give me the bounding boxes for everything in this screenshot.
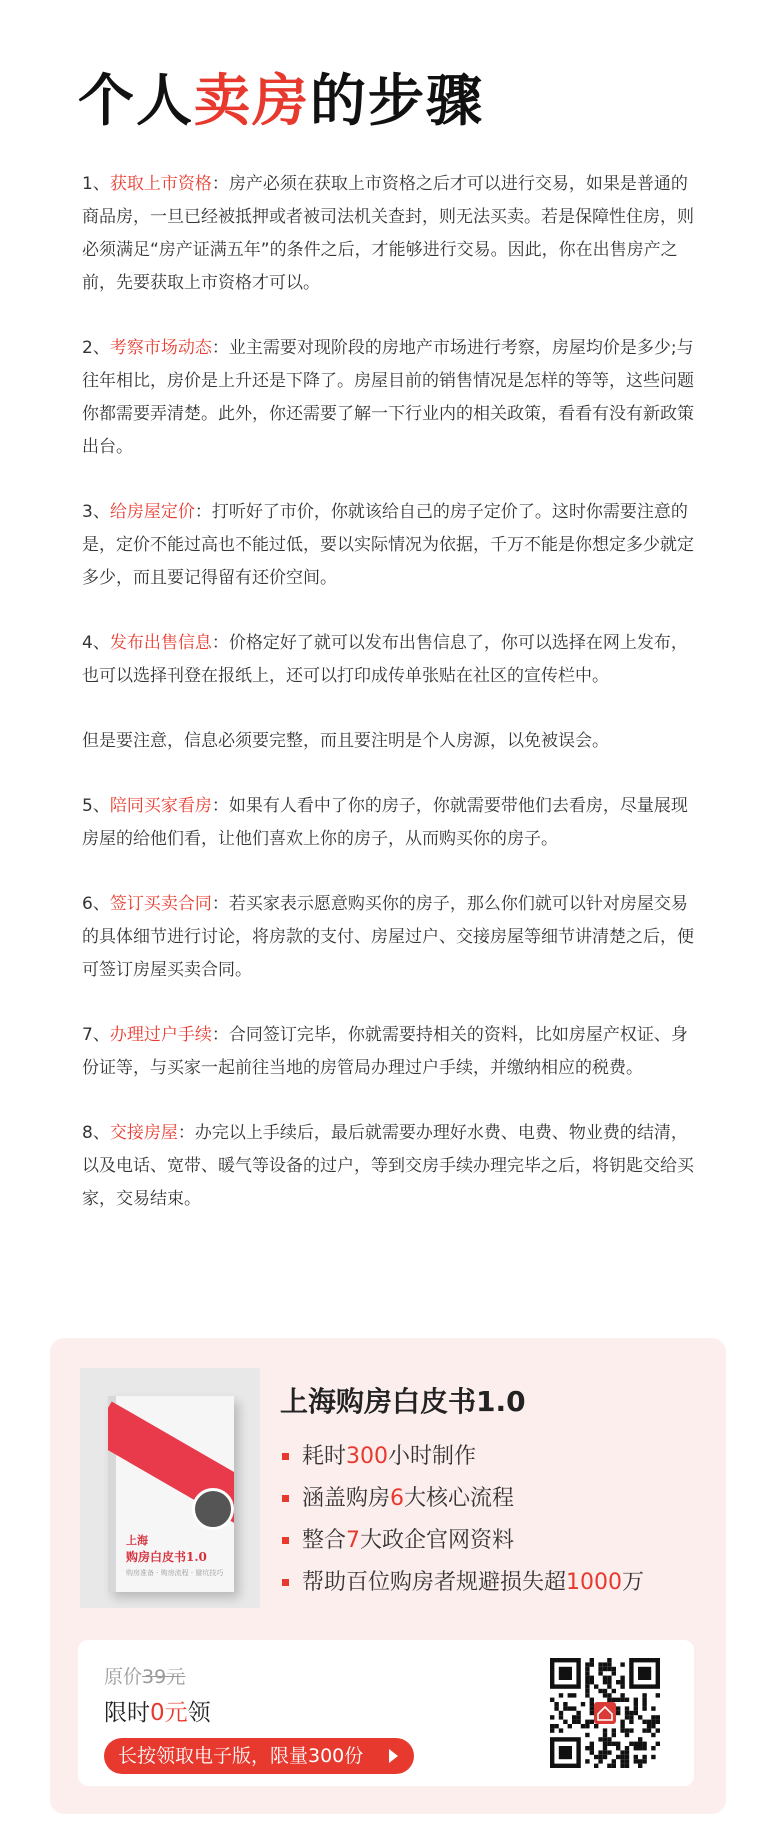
step-keyword: 陪同买家看房 (109, 796, 212, 816)
step-keyword: 给房屋定价 (109, 502, 195, 522)
step-text: ：打听好了市价，你就该给自己的房子定价了。这时你需要注意的是，定价不能过高也不能过低，要以实际情况为依据，千万不能是你想定多少就定多少，而且要记得留有还价空间。 (82, 502, 694, 588)
bullet-icon (282, 1537, 289, 1544)
original-price (104, 1662, 185, 1689)
step-text: 但是要注意，信息必须要完整，而且要注明是个人房源，以免被误会。 (82, 731, 609, 751)
feature-number: 1000 (566, 1570, 623, 1595)
book-cover-subtitle: 购房准备 · 购房流程 · 避坑技巧 (126, 1569, 224, 1577)
promo-panel (78, 1640, 694, 1786)
feature-text: 涵盖购房 (302, 1486, 391, 1511)
bullet-icon (282, 1579, 289, 1586)
title-part2: 的步骤 (310, 69, 484, 134)
claim-ebook-label: 长按领取电子版，限量300份 (118, 1745, 364, 1767)
feature-text: 耗时 (302, 1444, 347, 1469)
step-keyword: 考察市场动态 (109, 338, 212, 358)
step-number: 6、 (82, 894, 110, 914)
feature-text: 万 (622, 1570, 645, 1595)
original-price-value: 39元 (142, 1666, 186, 1688)
feature-number: 300 (346, 1444, 389, 1469)
step-keyword: 签订买卖合同 (109, 894, 212, 914)
step-number: 7、 (82, 1025, 110, 1045)
limited-offer (104, 1694, 211, 1727)
step-text: ：若买家表示愿意购买你的房子，那么你们就可以针对房屋交易的具体细节进行讨论，将房款的支付、房屋过户、交接房屋等细节讲清楚之后，便可签订房屋买卖合同。 (82, 894, 694, 980)
title-highlight: 卖房 (194, 69, 310, 134)
whitepaper-title: 上海购房白皮书1.0 (280, 1385, 526, 1418)
step-keyword: 发布出售信息 (109, 633, 212, 653)
steps-content (82, 168, 694, 1248)
feature-number: 7 (346, 1528, 361, 1553)
feature-text: 大政企官网资料 (360, 1528, 515, 1553)
step-paragraph (82, 790, 694, 856)
feature-item (280, 1478, 644, 1520)
step-number: 4、 (82, 633, 110, 653)
feature-text: 小时制作 (388, 1444, 477, 1469)
step-text: ：办完以上手续后，最后就需要办理好水费、电费、物业费的结清，以及电话、宽带、暖气等设备的过户，等到交房手续办理完毕之后，将钥匙交给买家，交易结束。 (82, 1123, 694, 1209)
bullet-icon (282, 1495, 289, 1502)
triangle-right-icon (389, 1749, 398, 1763)
step-text: ：如果有人看中了你的房子，你就需要带他们去看房，尽量展现房屋的给他们看，让他们喜欢上你的房子，从而购买你的房子。 (82, 796, 688, 849)
step-keyword: 获取上市资格 (109, 174, 212, 194)
step-text: ：房产必须在获取上市资格之后才可以进行交易，如果是普通的商品房，一旦已经被抵押或者被司法机关查封，则无法买卖。若是保障性住房，则必须满足“房产证满五年”的条件之后，才能够进行交易。因此，你在出售房产之前，先要获取上市资格才可以。 (82, 174, 694, 293)
step-paragraph (82, 888, 694, 987)
feature-list (280, 1436, 644, 1604)
step-number: 5、 (82, 796, 110, 816)
step-paragraph (82, 1117, 694, 1216)
page-title (78, 62, 484, 142)
feature-item (280, 1436, 644, 1478)
limited-offer-price: 0元 (150, 1700, 188, 1726)
qr-code-icon[interactable] (550, 1658, 660, 1768)
title-part1: 个人 (78, 69, 194, 134)
whitepaper-card (50, 1338, 726, 1814)
step-keyword: 交接房屋 (109, 1123, 178, 1143)
limited-offer-post: 领 (187, 1700, 211, 1726)
step-text: ：业主需要对现阶段的房地产市场进行考察，房屋均价是多少;与往年相比，房价是上升还是下降了。房屋目前的销售情况是怎样的等等，这些问题你都需要弄清楚。此外，你还需要了解一下行业内的相关政策，看看有没有新政策出台。 (82, 338, 694, 457)
step-number: 3、 (82, 502, 110, 522)
step-paragraph (82, 332, 694, 464)
feature-text: 帮助百位购房者规避损失超 (302, 1570, 567, 1595)
step-text: ：合同签订完毕，你就需要持相关的资料，比如房屋产权证、身份证等，与买家一起前往当地的房管局办理过户手续，并缴纳相应的税费。 (82, 1025, 688, 1078)
feature-item (280, 1562, 644, 1604)
book (108, 1396, 234, 1592)
book-cover-line1: 上海 (126, 1534, 148, 1547)
book-cover-line2: 购房白皮书1.0 (126, 1550, 207, 1564)
book-cover-image (80, 1368, 260, 1608)
limited-offer-pre: 限时 (104, 1700, 150, 1726)
step-number: 8、 (82, 1123, 110, 1143)
note-paragraph (82, 725, 694, 758)
feature-item (280, 1520, 644, 1562)
claim-ebook-button[interactable] (104, 1738, 414, 1774)
feature-text: 大核心流程 (404, 1486, 515, 1511)
step-number: 1、 (82, 174, 110, 194)
step-number: 2、 (82, 338, 110, 358)
feature-number: 6 (390, 1486, 405, 1511)
step-paragraph (82, 1019, 694, 1085)
step-keyword: 办理过户手续 (109, 1025, 212, 1045)
step-paragraph (82, 627, 694, 693)
book-photo-circle (192, 1488, 234, 1530)
step-text: ：价格定好了就可以发布出售信息了，你可以选择在网上发布，也可以选择刊登在报纸上，还可以打印成传单张贴在社区的宣传栏中。 (82, 633, 688, 686)
bullet-icon (282, 1453, 289, 1460)
original-price-label: 原价 (104, 1666, 143, 1688)
feature-text: 整合 (302, 1528, 347, 1553)
step-paragraph (82, 496, 694, 595)
step-paragraph (82, 168, 694, 300)
